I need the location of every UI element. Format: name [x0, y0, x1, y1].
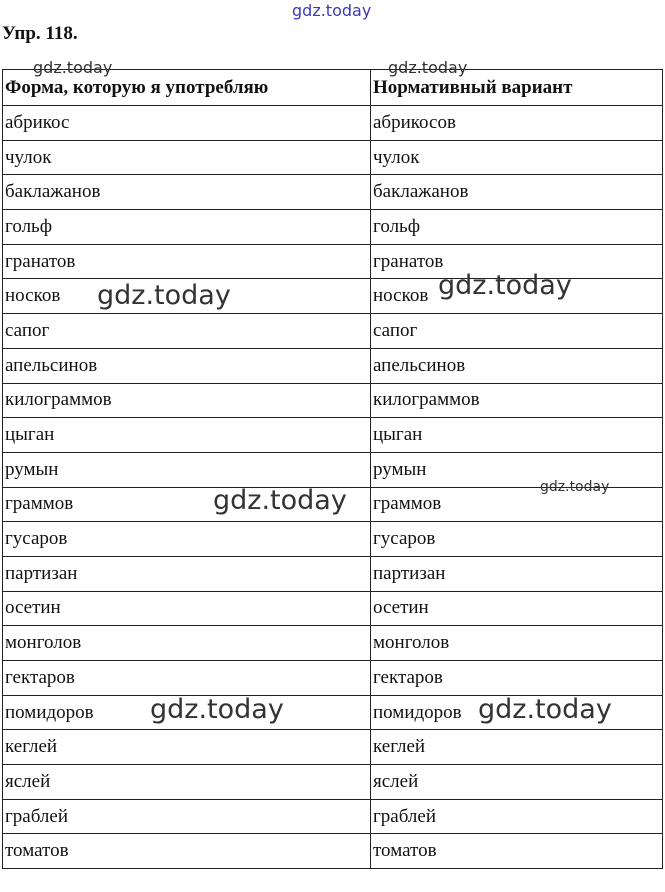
cell-used-form: помидоров — [3, 695, 371, 730]
cell-normative-form: баклажанов — [371, 175, 663, 210]
cell-normative-form: гольф — [371, 210, 663, 245]
cell-used-form: граммов — [3, 487, 371, 522]
cell-used-form: граблей — [3, 799, 371, 834]
cell-normative-form: помидоров — [371, 695, 663, 730]
watermark-large-1: gdz.today — [97, 280, 231, 311]
cell-normative-form: апельсинов — [371, 348, 663, 383]
header-normative-form: Нормативный вариант — [371, 70, 663, 106]
cell-used-form: баклажанов — [3, 175, 371, 210]
table-row — [3, 522, 663, 557]
watermark-header-right: gdz.today — [388, 58, 468, 77]
cell-normative-form: томатов — [371, 834, 663, 869]
cell-used-form: кеглей — [3, 730, 371, 765]
cell-normative-form: яслей — [371, 765, 663, 800]
cell-used-form: носков — [3, 279, 371, 314]
cell-normative-form: чулок — [371, 140, 663, 175]
table-row — [3, 834, 663, 869]
table-row — [3, 348, 663, 383]
table-row — [3, 383, 663, 418]
cell-used-form: гранатов — [3, 244, 371, 279]
table-row — [3, 279, 663, 314]
table-row — [3, 175, 663, 210]
watermark-large-3: gdz.today — [213, 485, 347, 516]
table-row — [3, 314, 663, 349]
cell-normative-form: граммов — [371, 487, 663, 522]
table-row — [3, 418, 663, 453]
cell-normative-form: гусаров — [371, 522, 663, 557]
table-header-row — [3, 70, 663, 106]
cell-used-form: гусаров — [3, 522, 371, 557]
word-forms-table — [2, 69, 663, 869]
cell-used-form: гольф — [3, 210, 371, 245]
table-row — [3, 730, 663, 765]
table-row — [3, 765, 663, 800]
cell-normative-form: носков — [371, 279, 663, 314]
watermark-large-4: gdz.today — [150, 694, 284, 725]
header-used-form: Форма, которую я употребляю — [3, 70, 371, 106]
cell-normative-form: партизан — [371, 556, 663, 591]
table-row — [3, 626, 663, 661]
table-row — [3, 591, 663, 626]
cell-used-form: цыган — [3, 418, 371, 453]
cell-used-form: румын — [3, 452, 371, 487]
table-row — [3, 799, 663, 834]
table-row — [3, 244, 663, 279]
cell-normative-form: кеглей — [371, 730, 663, 765]
cell-normative-form: сапог — [371, 314, 663, 349]
cell-used-form: гектаров — [3, 661, 371, 696]
table-row — [3, 140, 663, 175]
cell-normative-form: цыган — [371, 418, 663, 453]
cell-used-form: партизан — [3, 556, 371, 591]
cell-used-form: чулок — [3, 140, 371, 175]
cell-normative-form: абрикосов — [371, 106, 663, 141]
exercise-title: Упр. 118. — [2, 23, 78, 44]
cell-normative-form: гранатов — [371, 244, 663, 279]
cell-used-form: сапог — [3, 314, 371, 349]
cell-used-form: яслей — [3, 765, 371, 800]
cell-used-form: апельсинов — [3, 348, 371, 383]
watermark-header-left: gdz.today — [33, 58, 113, 77]
table-body — [3, 106, 663, 869]
cell-used-form: монголов — [3, 626, 371, 661]
cell-used-form: килограммов — [3, 383, 371, 418]
table-row — [3, 556, 663, 591]
cell-normative-form: гектаров — [371, 661, 663, 696]
cell-normative-form: монголов — [371, 626, 663, 661]
watermark-large-2: gdz.today — [438, 270, 572, 301]
watermark-top: gdz.today — [292, 1, 372, 20]
cell-used-form: абрикос — [3, 106, 371, 141]
table-row — [3, 452, 663, 487]
table-row — [3, 487, 663, 522]
table-row — [3, 106, 663, 141]
cell-used-form: томатов — [3, 834, 371, 869]
cell-normative-form: осетин — [371, 591, 663, 626]
watermark-small-mid: gdz.today — [540, 479, 610, 495]
table-row — [3, 210, 663, 245]
cell-normative-form: румын — [371, 452, 663, 487]
watermark-large-5: gdz.today — [478, 694, 612, 725]
table-row — [3, 695, 663, 730]
table-row — [3, 661, 663, 696]
cell-normative-form: килограммов — [371, 383, 663, 418]
cell-used-form: осетин — [3, 591, 371, 626]
cell-normative-form: граблей — [371, 799, 663, 834]
